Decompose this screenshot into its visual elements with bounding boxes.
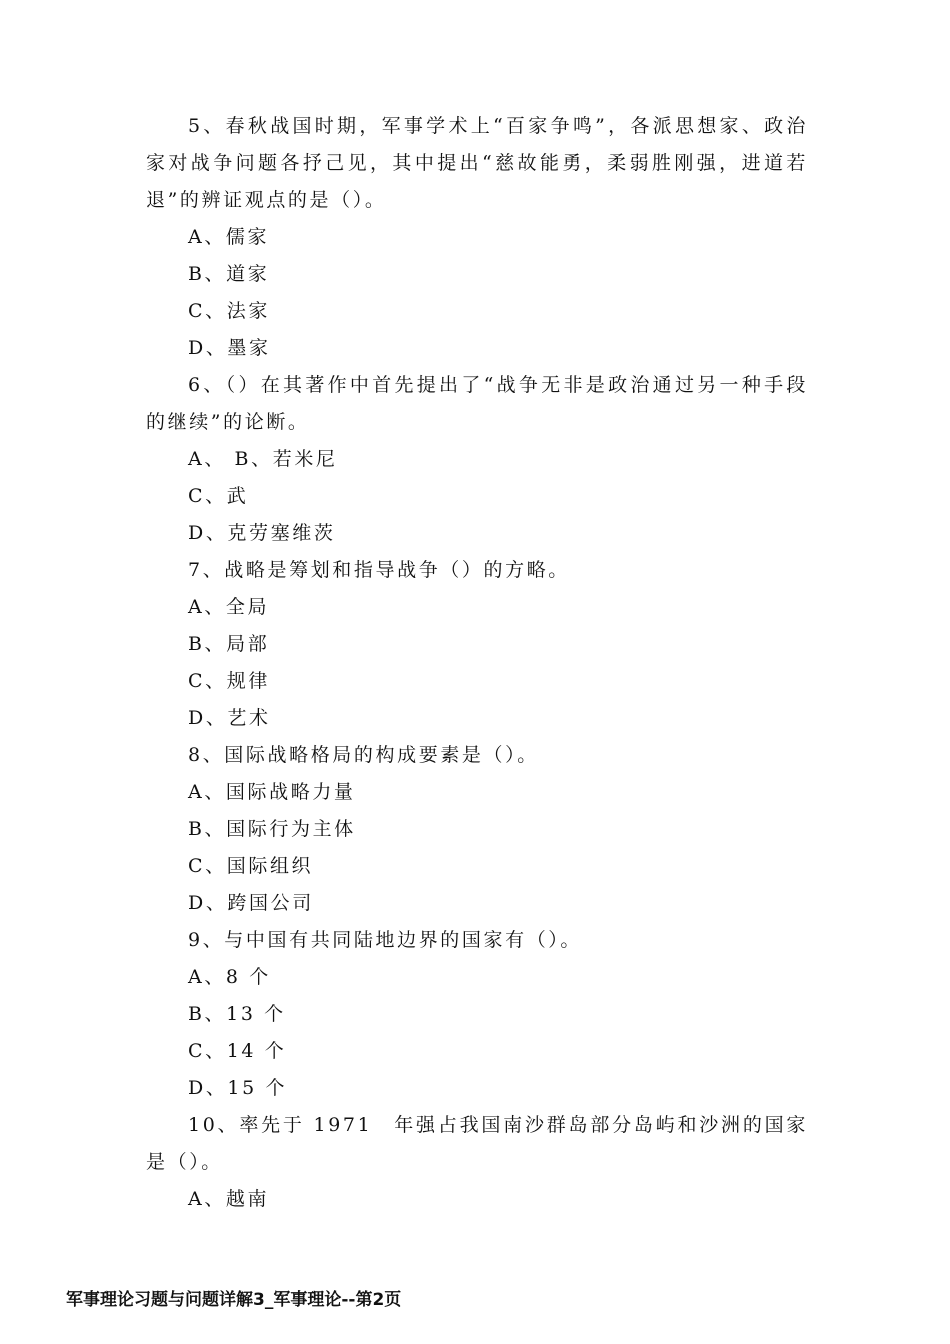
answer-option: D、克劳塞维茨 bbox=[188, 522, 336, 544]
answer-option: D、15 个 bbox=[188, 1077, 288, 1099]
answer-option: A、越南 bbox=[188, 1188, 270, 1210]
answer-option: A、国际战略力量 bbox=[188, 781, 356, 803]
answer-option: A、全局 bbox=[188, 596, 270, 618]
question-stem: 6、（）在其著作中首先提出了“战争无非是政治通过另一种手段的继续”的论断。 bbox=[146, 374, 808, 433]
answer-option: B、局部 bbox=[188, 633, 270, 655]
question-stem: 10、率先于 1971 年强占我国南沙群岛部分岛屿和沙洲的国家是（）。 bbox=[146, 1114, 808, 1173]
answer-option: C、武 bbox=[188, 485, 249, 507]
answer-option: A、儒家 bbox=[188, 226, 270, 248]
page-footer: 军事理论习题与问题详解3_军事理论--第2页 bbox=[66, 1290, 402, 1310]
question-stem: 8、国际战略格局的构成要素是（）。 bbox=[188, 744, 539, 766]
answer-option: C、规律 bbox=[188, 670, 270, 692]
answer-option: B、国际行为主体 bbox=[188, 818, 356, 840]
answer-option: B、道家 bbox=[188, 263, 270, 285]
question-stem: 9、与中国有共同陆地边界的国家有（）。 bbox=[188, 929, 582, 951]
question-stem: 7、战略是筹划和指导战争（）的方略。 bbox=[188, 559, 570, 581]
answer-option: C、国际组织 bbox=[188, 855, 314, 877]
answer-option: A、 B、若米尼 bbox=[188, 448, 338, 470]
answer-option: D、跨国公司 bbox=[188, 892, 314, 914]
answer-option: B、13 个 bbox=[188, 1003, 286, 1025]
answer-option: D、墨家 bbox=[188, 337, 271, 359]
question-stem: 5、春秋战国时期，军事学术上“百家争鸣”，各派思想家、政治家对战争问题各抒己见，其中提出“慈故能勇，柔弱胜刚强，进道若退”的辨证观点的是（）。 bbox=[146, 115, 808, 211]
document-body bbox=[146, 108, 808, 1218]
answer-option: A、8 个 bbox=[188, 966, 271, 988]
answer-option: D、艺术 bbox=[188, 707, 271, 729]
answer-option: C、法家 bbox=[188, 300, 270, 322]
answer-option: C、14 个 bbox=[188, 1040, 287, 1062]
